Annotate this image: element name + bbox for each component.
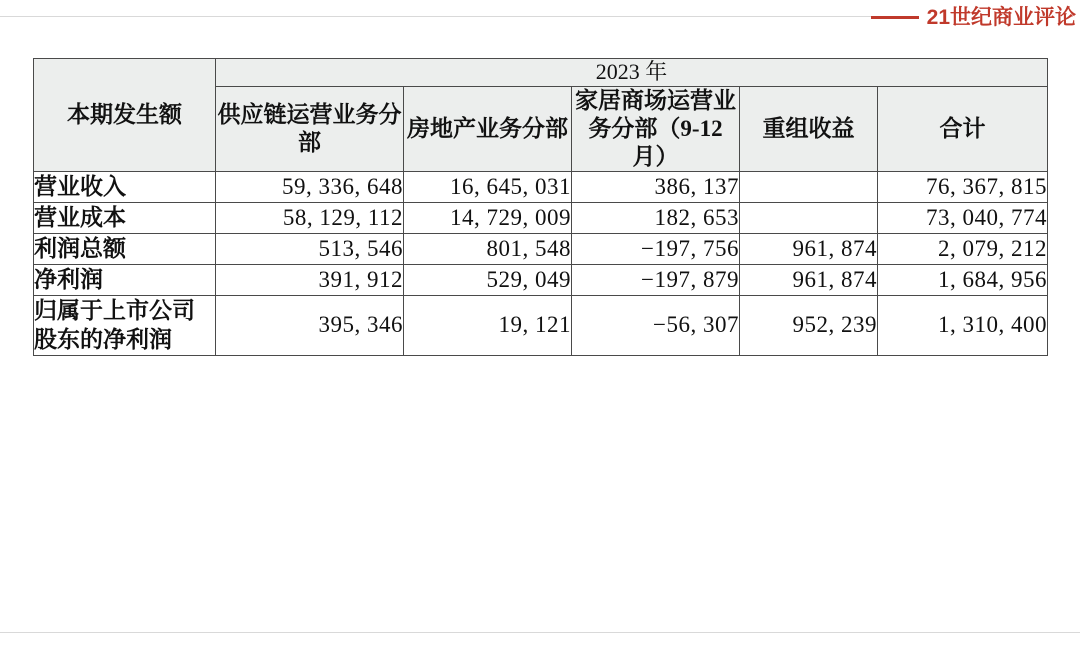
footer-divider: [0, 632, 1080, 633]
brand-logo: [871, 7, 1080, 28]
cell-value: 1, 684, 956: [878, 264, 1048, 295]
table-row: [34, 264, 1048, 295]
financial-table: [33, 58, 1048, 356]
cell-value: 16, 645, 031: [404, 171, 572, 202]
row-label: 营业收入: [34, 171, 216, 202]
header-col-supply-chain: 供应链运营业务分部: [216, 86, 404, 171]
header-row-label: 本期发生额: [34, 59, 216, 172]
cell-value: 961, 874: [740, 264, 878, 295]
header-col-total: 合计: [878, 86, 1048, 171]
financial-table-wrapper: [33, 58, 1047, 356]
header-year: 2023 年: [216, 59, 1048, 87]
row-label: 利润总额: [34, 233, 216, 264]
row-label: 归属于上市公司股东的净利润: [34, 295, 216, 356]
cell-value: −197, 756: [572, 233, 740, 264]
cell-value: 19, 121: [404, 295, 572, 356]
page-header: [0, 0, 1080, 34]
header-col-real-estate: 房地产业务分部: [404, 86, 572, 171]
row-label: 净利润: [34, 264, 216, 295]
cell-value: [740, 202, 878, 233]
cell-value: 391, 912: [216, 264, 404, 295]
table-row: [34, 202, 1048, 233]
cell-value: 529, 049: [404, 264, 572, 295]
table-row: [34, 295, 1048, 356]
cell-value: 513, 546: [216, 233, 404, 264]
cell-value: −56, 307: [572, 295, 740, 356]
cell-value: 961, 874: [740, 233, 878, 264]
cell-value: 386, 137: [572, 171, 740, 202]
table-row: [34, 233, 1048, 264]
cell-value: 73, 040, 774: [878, 202, 1048, 233]
table-header-row-year: [34, 59, 1048, 87]
cell-value: [740, 171, 878, 202]
cell-value: 395, 346: [216, 295, 404, 356]
row-label: 营业成本: [34, 202, 216, 233]
cell-value: 2, 079, 212: [878, 233, 1048, 264]
brand-name: 21世纪商业评论: [926, 5, 1076, 29]
cell-value: 801, 548: [404, 233, 572, 264]
cell-value: 58, 129, 112: [216, 202, 404, 233]
table-row: [34, 171, 1048, 202]
cell-value: 59, 336, 648: [216, 171, 404, 202]
cell-value: −197, 879: [572, 264, 740, 295]
cell-value: 952, 239: [740, 295, 878, 356]
cell-value: 76, 367, 815: [878, 171, 1048, 202]
header-col-restructuring-gain: 重组收益: [740, 86, 878, 171]
cell-value: 182, 653: [572, 202, 740, 233]
header-col-home-mall: 家居商场运营业务分部（9-12 月）: [572, 86, 740, 171]
cell-value: 1, 310, 400: [878, 295, 1048, 356]
brand-dash-icon: [871, 16, 919, 19]
cell-value: 14, 729, 009: [404, 202, 572, 233]
